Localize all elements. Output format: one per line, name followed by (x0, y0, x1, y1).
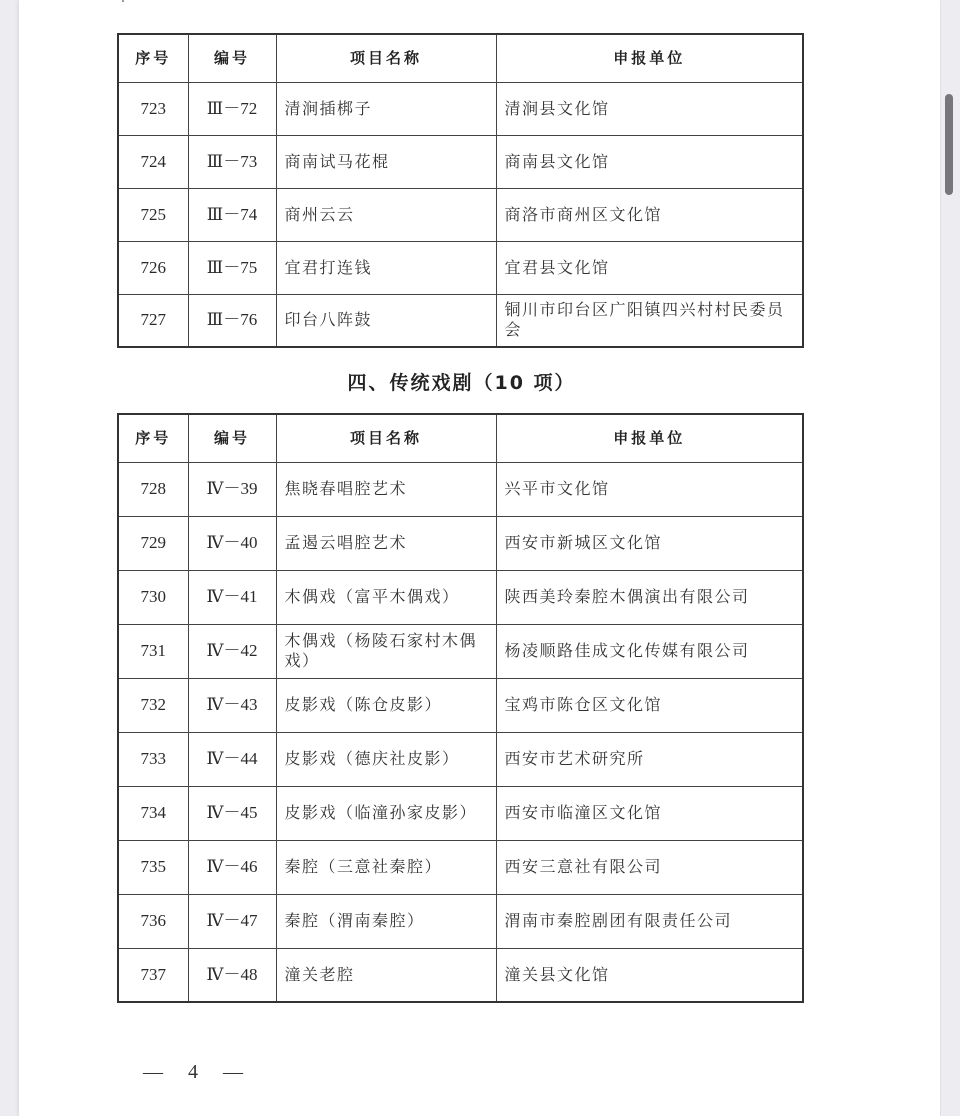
cell-code: Ⅳ－43 (188, 678, 276, 732)
cell-code: Ⅳ－40 (188, 516, 276, 570)
cell-num: 730 (118, 570, 188, 624)
cell-unit: 西安市艺术研究所 (496, 732, 803, 786)
cell-name: 焦晓春唱腔艺术 (276, 462, 496, 516)
section-title-traditional-drama: 四、传统戏剧（10 项） (347, 372, 576, 394)
header-code: 编号 (188, 34, 276, 82)
cell-num: 723 (118, 82, 188, 135)
cell-name: 孟遏云唱腔艺术 (276, 516, 496, 570)
cell-num: 724 (118, 135, 188, 188)
cell-unit: 潼关县文化馆 (496, 948, 803, 1002)
table-row (118, 624, 803, 678)
cell-name: 印台八阵鼓 (276, 294, 496, 347)
cell-unit: 西安三意社有限公司 (496, 840, 803, 894)
table-row (118, 948, 803, 1002)
table-row (118, 786, 803, 840)
cell-code: Ⅲ－75 (188, 241, 276, 294)
cell-unit: 陕西美玲秦腔木偶演出有限公司 (496, 570, 803, 624)
heritage-table-section-4 (117, 413, 804, 1003)
table-row (118, 678, 803, 732)
cell-num: 736 (118, 894, 188, 948)
cell-name: 木偶戏（杨陵石家村木偶戏） (276, 624, 496, 678)
cell-code: Ⅳ－45 (188, 786, 276, 840)
table-row (118, 840, 803, 894)
cell-name: 秦腔（三意社秦腔） (276, 840, 496, 894)
cell-name: 宜君打连钱 (276, 241, 496, 294)
page-number: — 4 — (143, 1061, 253, 1083)
table-row (118, 135, 803, 188)
cell-unit: 宜君县文化馆 (496, 241, 803, 294)
cell-num: 735 (118, 840, 188, 894)
cell-unit: 商洛市商州区文化馆 (496, 188, 803, 241)
cell-num: 728 (118, 462, 188, 516)
cell-unit: 杨凌顺路佳成文化传媒有限公司 (496, 624, 803, 678)
table-header-row (118, 34, 803, 82)
table-row (118, 462, 803, 516)
page-edge-mark (122, 0, 124, 2)
cell-name: 潼关老腔 (276, 948, 496, 1002)
cell-num: 732 (118, 678, 188, 732)
table-row (118, 188, 803, 241)
cell-unit: 商南县文化馆 (496, 135, 803, 188)
table-header-row (118, 414, 803, 462)
cell-name: 商南试马花棍 (276, 135, 496, 188)
cell-unit: 铜川市印台区广阳镇四兴村村民委员会 (496, 294, 803, 347)
cell-unit: 清涧县文化馆 (496, 82, 803, 135)
cell-unit: 渭南市秦腔剧团有限责任公司 (496, 894, 803, 948)
cell-num: 725 (118, 188, 188, 241)
cell-code: Ⅲ－72 (188, 82, 276, 135)
scrollbar-thumb[interactable] (945, 94, 953, 195)
cell-num: 731 (118, 624, 188, 678)
cell-code: Ⅳ－48 (188, 948, 276, 1002)
cell-code: Ⅲ－76 (188, 294, 276, 347)
cell-name: 商州云云 (276, 188, 496, 241)
cell-num: 737 (118, 948, 188, 1002)
cell-code: Ⅲ－74 (188, 188, 276, 241)
header-unit: 申报单位 (496, 414, 803, 462)
cell-name: 皮影戏（临潼孙家皮影） (276, 786, 496, 840)
cell-num: 726 (118, 241, 188, 294)
table-row (118, 894, 803, 948)
table-row (118, 570, 803, 624)
table-row (118, 241, 803, 294)
cell-num: 734 (118, 786, 188, 840)
table-row (118, 82, 803, 135)
cell-name: 皮影戏（陈仓皮影） (276, 678, 496, 732)
header-code: 编号 (188, 414, 276, 462)
cell-unit: 兴平市文化馆 (496, 462, 803, 516)
cell-code: Ⅳ－44 (188, 732, 276, 786)
header-unit: 申报单位 (496, 34, 803, 82)
header-num: 序号 (118, 34, 188, 82)
header-name: 项目名称 (276, 414, 496, 462)
cell-unit: 宝鸡市陈仓区文化馆 (496, 678, 803, 732)
cell-code: Ⅳ－41 (188, 570, 276, 624)
table-row (118, 732, 803, 786)
cell-num: 727 (118, 294, 188, 347)
cell-name: 秦腔（渭南秦腔） (276, 894, 496, 948)
cell-name: 木偶戏（富平木偶戏） (276, 570, 496, 624)
cell-code: Ⅲ－73 (188, 135, 276, 188)
header-name: 项目名称 (276, 34, 496, 82)
cell-name: 皮影戏（德庆社皮影） (276, 732, 496, 786)
cell-unit: 西安市临潼区文化馆 (496, 786, 803, 840)
cell-num: 729 (118, 516, 188, 570)
cell-code: Ⅳ－46 (188, 840, 276, 894)
cell-code: Ⅳ－39 (188, 462, 276, 516)
cell-num: 733 (118, 732, 188, 786)
cell-unit: 西安市新城区文化馆 (496, 516, 803, 570)
cell-code: Ⅳ－47 (188, 894, 276, 948)
cell-name: 清涧插梆子 (276, 82, 496, 135)
heritage-table-section-3 (117, 33, 804, 348)
table-row (118, 516, 803, 570)
table-row (118, 294, 803, 347)
cell-code: Ⅳ－42 (188, 624, 276, 678)
header-num: 序号 (118, 414, 188, 462)
